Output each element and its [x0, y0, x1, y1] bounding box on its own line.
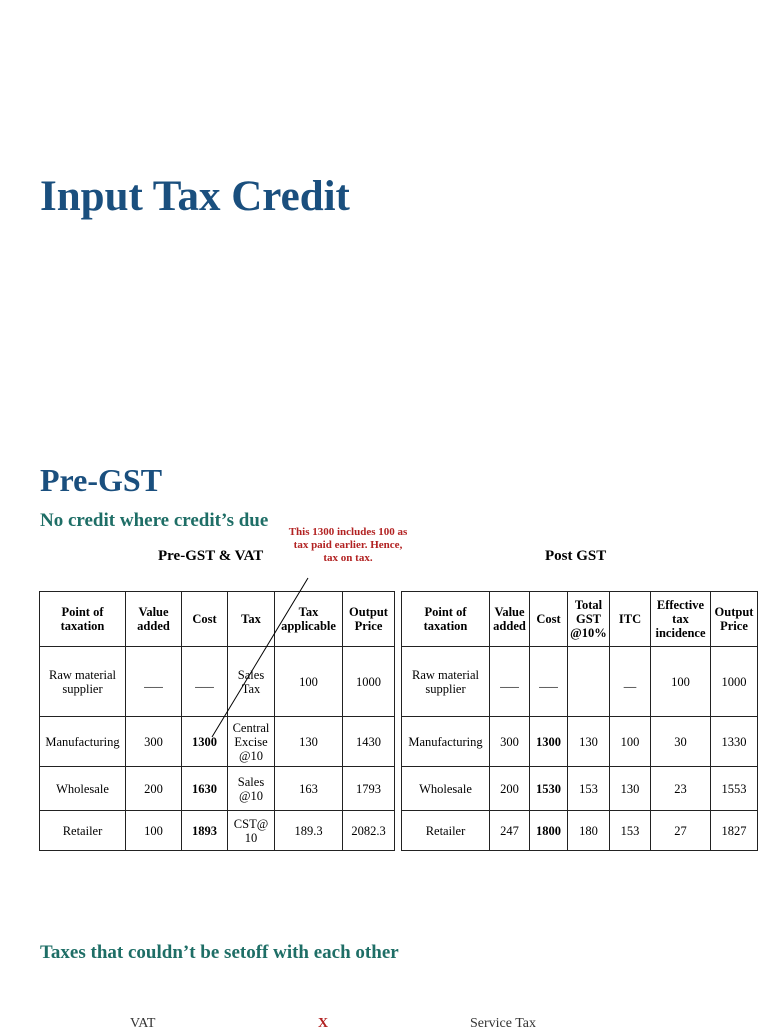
- post-gst-table-heading: Post GST: [545, 548, 607, 564]
- column-header: Effective tax incidence: [651, 592, 711, 647]
- page-title: Input Tax Credit: [40, 173, 350, 220]
- table-cell: 1827: [711, 811, 758, 851]
- table-cell: Wholesale: [40, 767, 126, 811]
- table-cell: 300: [490, 717, 530, 767]
- bottom-cut-text: VAT: [130, 1016, 156, 1031]
- table-cell: 1300: [530, 717, 568, 767]
- table-cell: Sales @10: [228, 767, 275, 811]
- table-cell: ___: [490, 647, 530, 717]
- table-cell: 1553: [711, 767, 758, 811]
- table-cell: 1330: [711, 717, 758, 767]
- table-cell: 1530: [530, 767, 568, 811]
- table-cell: 100: [651, 647, 711, 717]
- table-cell: 1793: [343, 767, 395, 811]
- table-cell: Manufacturing: [402, 717, 490, 767]
- table-cell: __: [610, 647, 651, 717]
- table-cell: 247: [490, 811, 530, 851]
- column-header: Value added: [126, 592, 182, 647]
- table-cell: 100: [275, 647, 343, 717]
- callout-pointer-line: [212, 578, 308, 737]
- pre-gst-table-heading: Pre-GST & VAT: [158, 548, 264, 564]
- table-cell: ___: [126, 647, 182, 717]
- table-cell: 1000: [711, 647, 758, 717]
- table-cell: Retailer: [40, 811, 126, 851]
- table-cell: Central Excise @10: [228, 717, 275, 767]
- table-cell: 30: [651, 717, 711, 767]
- table-cell: Wholesale: [402, 767, 490, 811]
- table-cell: Manufacturing: [40, 717, 126, 767]
- column-header: Value added: [490, 592, 530, 647]
- column-header: Output Price: [711, 592, 758, 647]
- table-cell: 130: [275, 717, 343, 767]
- table-cell: 1300: [182, 717, 228, 767]
- column-header: Point of taxation: [40, 592, 126, 647]
- table-cell: 1630: [182, 767, 228, 811]
- table-cell: Retailer: [402, 811, 490, 851]
- bottom-cut-text: Service Tax: [470, 1016, 537, 1031]
- table-cell: 300: [126, 717, 182, 767]
- column-header: Total GST @10%: [568, 592, 610, 647]
- table-cell: 153: [568, 767, 610, 811]
- table-cell: 200: [490, 767, 530, 811]
- table-cell: 27: [651, 811, 711, 851]
- table-cell: 1893: [182, 811, 228, 851]
- table-cell: Raw material supplier: [402, 647, 490, 717]
- column-header: Point of taxation: [402, 592, 490, 647]
- table-cell: 180: [568, 811, 610, 851]
- table-cell: 1430: [343, 717, 395, 767]
- column-header: Tax applicable: [275, 592, 343, 647]
- table-cell: 100: [126, 811, 182, 851]
- table-cell: 1000: [343, 647, 395, 717]
- table-cell: 2082.3: [343, 811, 395, 851]
- table-cell: 100: [610, 717, 651, 767]
- table-cell: 200: [126, 767, 182, 811]
- table-cell: 153: [610, 811, 651, 851]
- table-cell: ___: [530, 647, 568, 717]
- column-header: Tax: [228, 592, 275, 647]
- column-header: Cost: [530, 592, 568, 647]
- table-cell: 163: [275, 767, 343, 811]
- bottom-cut-mark: X: [318, 1016, 329, 1031]
- table-cell: Sales Tax: [228, 647, 275, 717]
- table-cell: 23: [651, 767, 711, 811]
- table-cell: 1800: [530, 811, 568, 851]
- column-header: Cost: [182, 592, 228, 647]
- column-header: Output Price: [343, 592, 395, 647]
- bottom-heading: Taxes that couldn’t be setoff with each other: [40, 942, 399, 963]
- table-cell: ___: [182, 647, 228, 717]
- column-header: ITC: [610, 592, 651, 647]
- table-cell: CST@ 10: [228, 811, 275, 851]
- section-tagline: No credit where credit’s due: [40, 510, 269, 531]
- section-title: Pre-GST: [40, 462, 163, 498]
- table-cell: 189.3: [275, 811, 343, 851]
- table-cell: 130: [610, 767, 651, 811]
- callout-note: This 1300 includes 100 as tax paid earlier. Hence, tax on tax.: [288, 526, 408, 564]
- table-cell: 130: [568, 717, 610, 767]
- table-cell: Raw material supplier: [40, 647, 126, 717]
